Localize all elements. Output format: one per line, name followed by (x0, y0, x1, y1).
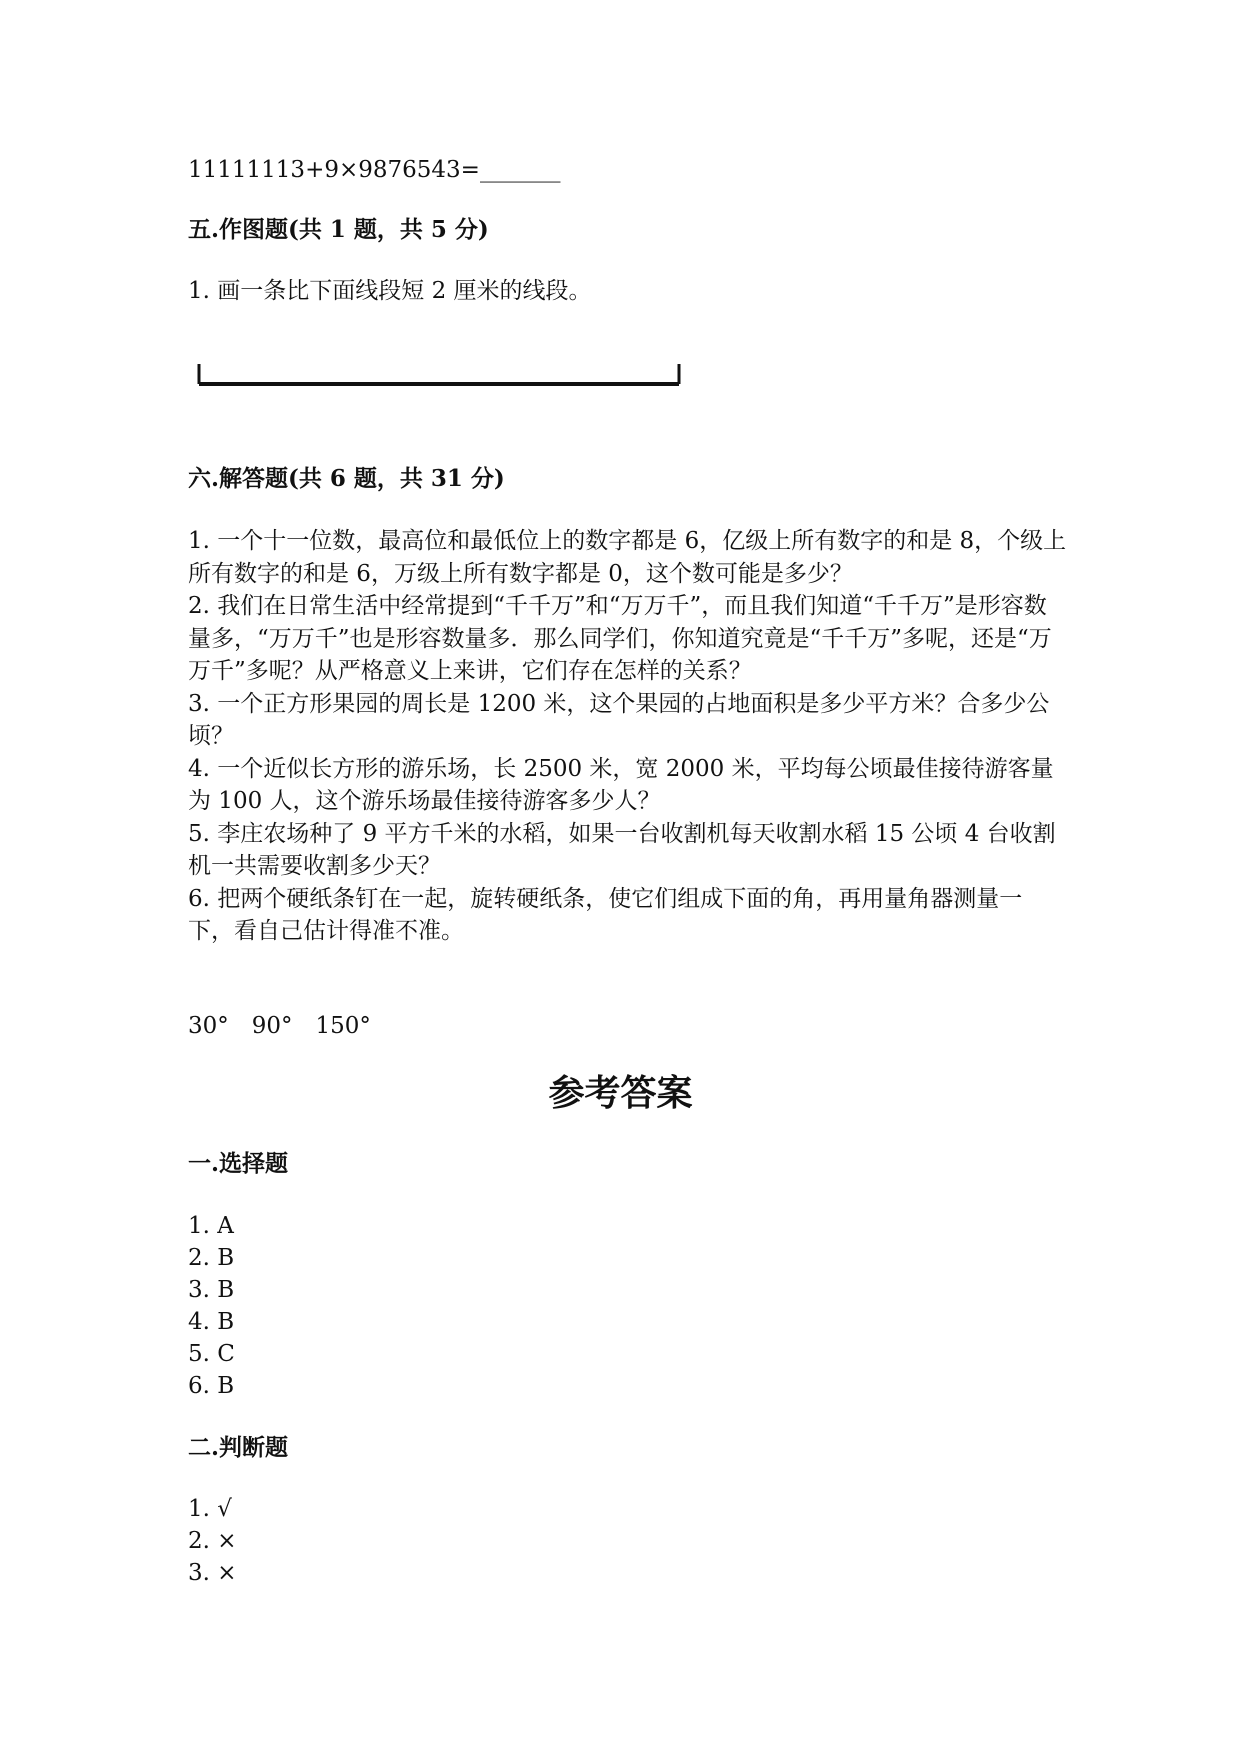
section6-questions (188, 525, 1068, 948)
answer-2-2: 2. × (188, 1528, 237, 1554)
answer-2-3: 3. × (188, 1560, 237, 1586)
answer-2-1: 1. √ (188, 1496, 232, 1522)
answer-1-2: 2. B (188, 1245, 235, 1271)
section6-title: 六.解答题(共 6 题，共 31 分) (188, 465, 505, 492)
question-3: 3. 一个正方形果园的周长是 1200 米，这个果园的占地面积是多少平方米？合多少公顷？ (188, 690, 1050, 749)
answer-1-5: 5. C (188, 1341, 235, 1367)
answer-1-3: 3. B (188, 1277, 235, 1303)
question-1: 1. 一个十一位数，最高位和最低位上的数字都是 6，亿级上所有数字的和是 8，个级上所有数字的和是 6，万级上所有数字都是 0，这个数可能是多少？ (188, 528, 1067, 587)
answer-1-1: 1. A (188, 1213, 234, 1239)
question-2: 2. 我们在日常生活中经常提到“千千万”和“万万千”，而且我们知道“千千万”是形容数量多，“万万千”也是形容数量多．那么同学们，你知道究竟是“千千万”多呢，还是“万万千”多呢？从严格意义上来讲，它们存在怎样的关系？ (188, 593, 1052, 684)
answer-1-4: 4. B (188, 1309, 235, 1335)
answers-title: 参考答案 (548, 1072, 693, 1114)
answer-1-6: 6. B (188, 1373, 235, 1399)
line-segment-figure (190, 360, 690, 390)
question-4: 4. 一个近似长方形的游乐场，长 2500 米，宽 2000 米，平均每公顷最佳接待游客量为 100 人，这个游乐场最佳接待游客多少人？ (188, 755, 1054, 814)
answers-section1-title: 一.选择题 (188, 1150, 289, 1177)
angles-list: 30° 90° 150° (188, 1013, 371, 1039)
answers-section2-title: 二.判断题 (188, 1434, 289, 1461)
top-equation: 11111113+9×9876543=_______ (188, 157, 561, 183)
question-6: 6. 把两个硬纸条钉在一起，旋转硬纸条，使它们组成下面的角，再用量角器测量一下，看自己估计得准不准。 (188, 885, 1023, 944)
section5-title: 五.作图题(共 1 题，共 5 分) (188, 216, 489, 243)
section5-question-1: 1. 画一条比下面线段短 2 厘米的线段。 (188, 278, 592, 304)
question-5: 5. 李庄农场种了 9 平方千米的水稻，如果一台收割机每天收割水稻 15 公顷 4 台收割机一共需要收割多少天？ (188, 820, 1056, 879)
